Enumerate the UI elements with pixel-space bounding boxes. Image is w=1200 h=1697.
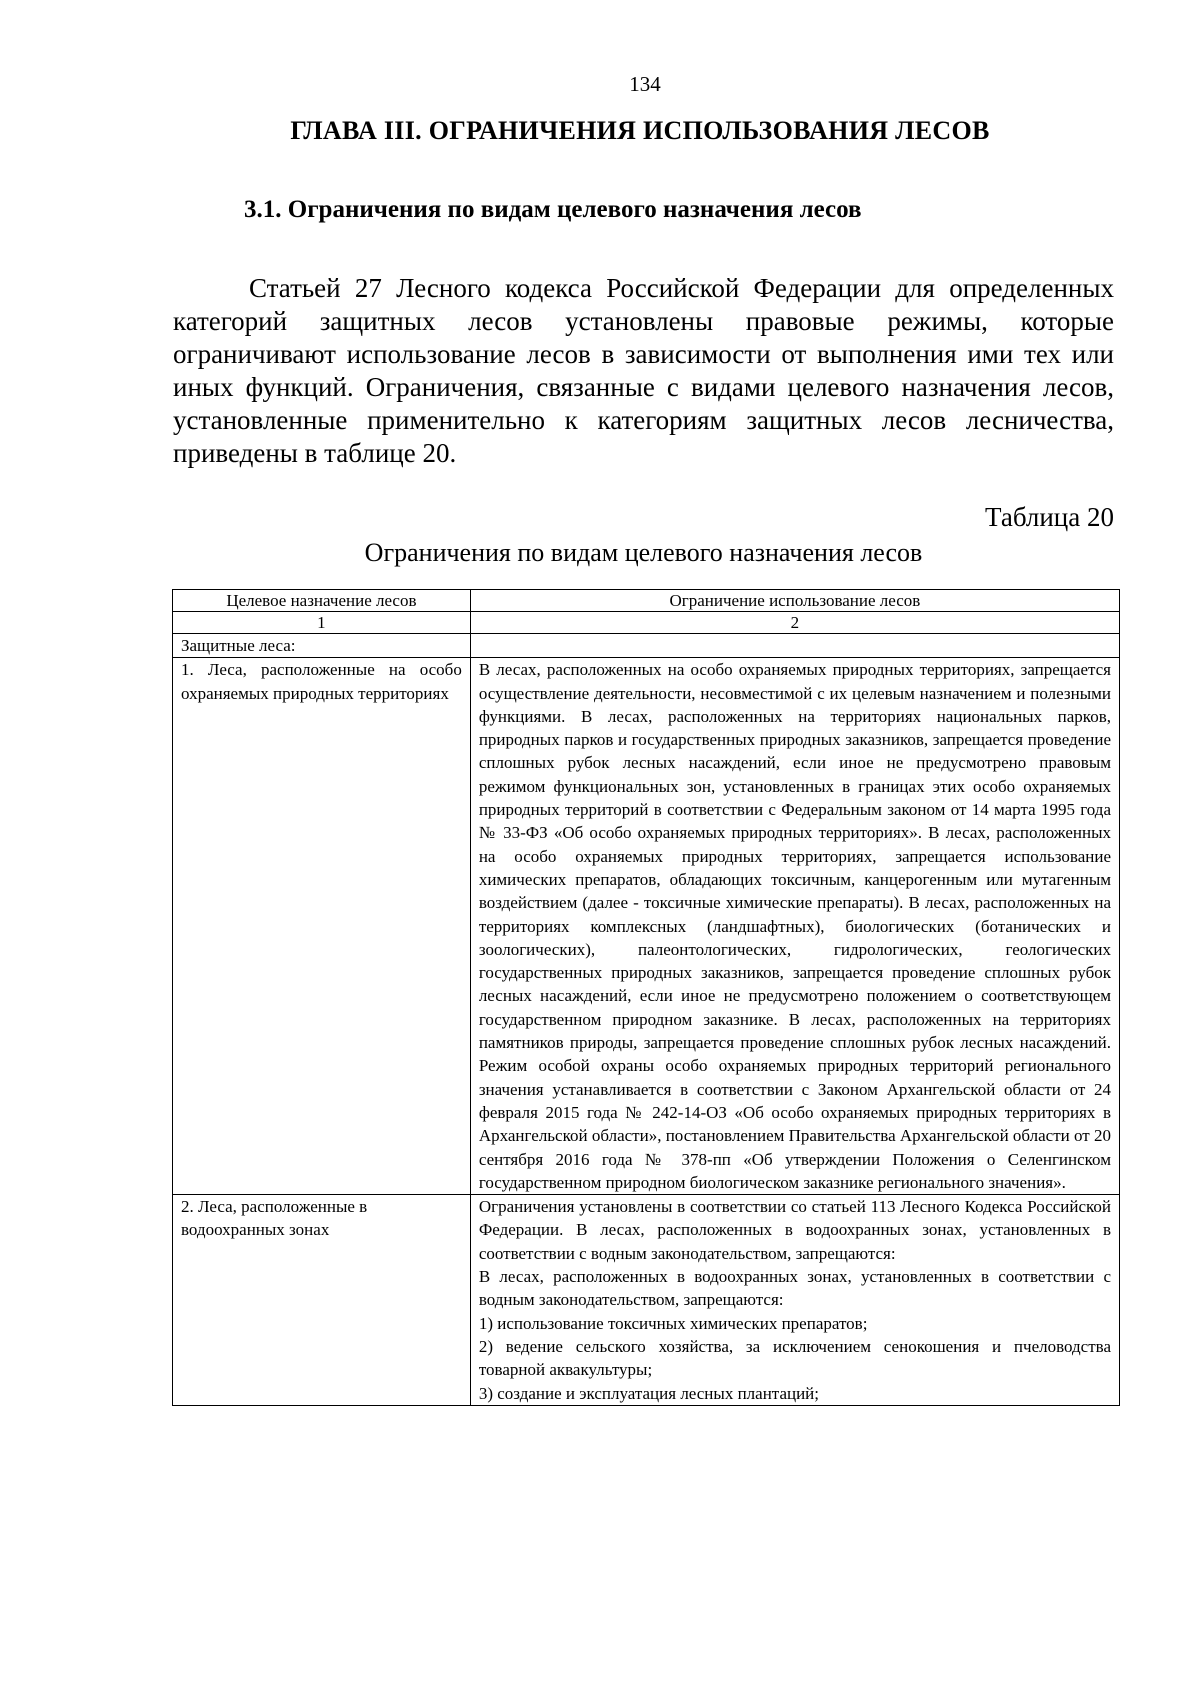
table-caption: Ограничения по видам целевого назначения лесов: [364, 538, 923, 567]
row-purpose: 2. Леса, расположенные в водоохранных зонах: [173, 1195, 471, 1406]
restriction-list-item: 1) использование токсичных химических препаратов;: [478, 1313, 868, 1333]
column-number-row: [173, 612, 1120, 634]
header-purpose: Целевое назначение лесов: [173, 590, 471, 612]
row-restriction: [470, 634, 1119, 658]
page-number: 134: [629, 72, 661, 96]
row-restriction: В лесах, расположенных на особо охраняемых природных территориях, запрещается осуществление деятельности, несовместимой с их целевым назначением и полезными функциями. В лесах, расположенных на территориях национальных парков, природных парков и государственных природных заказников, запрещается проведение сплошных рубок лесных насаждений, если иное не предусмотрено правовым режимом функциональных зон, установленных в границах этих особо охраняемых природных территорий в соответствии с Федеральным законом от 14 марта 1995 года № 33-ФЗ «Об особо охраняемых природных территориях». В лесах, расположенных на особо охраняемых природных территориях, запрещается использование химических препаратов, обладающих токсичным, канцерогенным или мутагенным воздействием (далее - токсичные химические препараты). В лесах, расположенных на территориях комплексных (ландшафтных), биологических (ботанических и зоологических), палеонтологических, гидрологических, геологических государственных природных заказников, запрещается проведение сплошных рубок лесных насаждений, если иное не предусмотрено положением о соответствующем государственном природном заказнике. В лесах, расположенных на территориях памятников природы, запрещается проведение сплошных рубок лесных насаждений. Режим особой охраны особо охраняемых природных территорий регионального значения устанавливается в соответствии с Законом Архангельской области от 24 февраля 2015 года № 242-14-ОЗ «Об особо охраняемых природных территориях в Архангельской области», постановлением Правительства Архангельской области от 20 сентября 2016 года № 378-пп «Об утверждении Положения о Селенгинском государственном природном биологическом заказнике регионального значения».: [470, 658, 1119, 1195]
table-header-row: [173, 590, 1120, 612]
table-row: [173, 1195, 1120, 1406]
table-row: [173, 634, 1120, 658]
restriction-paragraph: В лесах, расположенных в водоохранных зонах, установленных в соответствии с водным законодательством, запрещаются:: [478, 1267, 1111, 1310]
intro-paragraph: Статьей 27 Лесного кодекса Российской Федерации для определенных категорий защитных лесов установлены правовые режимы, которые ограничивают использование лесов в зависимости от выполнения ими тех или иных функций. Ограничения, связанные с видами целевого назначения лесов, установленные применительно к категориям защитных лесов лесничества, приведены в таблице 20.: [173, 273, 1114, 468]
column-number-1: 1: [173, 612, 471, 634]
table-number: Таблица 20: [985, 502, 1114, 532]
row-purpose: 1. Леса, расположенные на особо охраняемых природных территориях: [173, 658, 471, 1195]
restriction-list-item: 2) ведение сельского хозяйства, за исключением сенокошения и пчеловодства товарной аквакультуры;: [478, 1336, 1111, 1380]
chapter-title: ГЛАВА III. ОГРАНИЧЕНИЯ ИСПОЛЬЗОВАНИЯ ЛЕСОВ: [290, 116, 990, 145]
row-restriction: [470, 1195, 1119, 1406]
table-row: [173, 658, 1120, 1195]
restriction-list-item: 3) создание и эксплуатация лесных плантаций;: [478, 1383, 820, 1403]
restrictions-table: [172, 589, 1120, 1406]
restriction-paragraph: Ограничения установлены в соответствии со статьей 113 Лесного Кодекса Российской Федерации. В лесах, расположенных в водоохранных зонах, установленных в соответствии с водным законодательством, запрещаются:: [478, 1197, 1111, 1263]
row-purpose: Защитные леса:: [173, 634, 471, 658]
column-number-2: 2: [470, 612, 1119, 634]
section-title: 3.1. Ограничения по видам целевого назначения лесов: [244, 196, 862, 223]
header-restriction: Ограничение использование лесов: [470, 590, 1119, 612]
